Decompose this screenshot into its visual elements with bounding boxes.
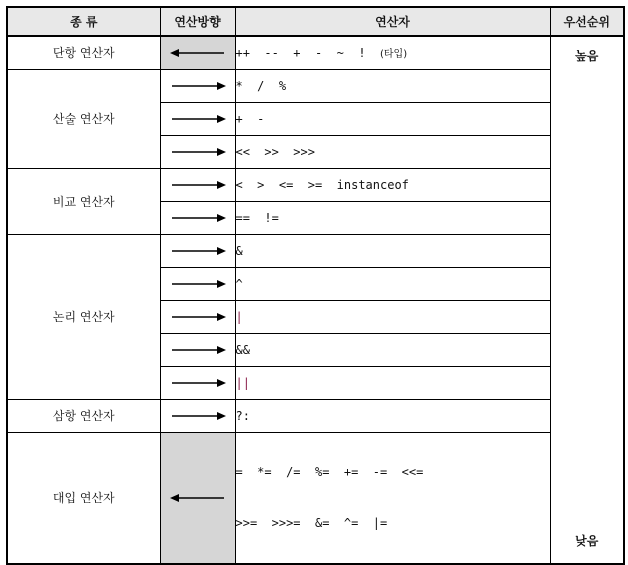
- direction-left-arrow-icon: [160, 432, 235, 564]
- header-type: 종 류: [7, 7, 160, 36]
- direction-right-arrow-icon: [160, 168, 235, 201]
- direction-right-arrow-icon: [160, 366, 235, 399]
- category-comparison: 비교 연산자: [7, 168, 160, 234]
- operators-assignment: [235, 432, 550, 564]
- header-direction: 연산방향: [160, 7, 235, 36]
- operators-text: |: [235, 309, 243, 324]
- direction-right-arrow-icon: [160, 267, 235, 300]
- operators-bitwise-or: [235, 300, 550, 333]
- category-logical: 논리 연산자: [7, 234, 160, 399]
- direction-right-arrow-icon: [160, 333, 235, 366]
- direction-right-arrow-icon: [160, 69, 235, 102]
- direction-right-arrow-icon: [160, 399, 235, 432]
- operators-assignment-line1: = *= /= %= += -= <<=: [235, 464, 424, 479]
- operators-relational: < > <= >= instanceof: [235, 168, 550, 201]
- priority-low: 낮음: [575, 533, 599, 548]
- direction-right-arrow-icon: [160, 300, 235, 333]
- category-unary: 단항 연산자: [7, 36, 160, 69]
- direction-right-arrow-icon: [160, 135, 235, 168]
- cast-operator: (타입): [380, 49, 408, 61]
- operators-text: ||: [235, 375, 250, 390]
- operator-precedence-table: [6, 6, 625, 565]
- operators-ternary: ?:: [235, 399, 550, 432]
- category-assignment: 대입 연산자: [7, 432, 160, 564]
- operators-additive: + -: [235, 102, 550, 135]
- category-ternary: 삼항 연산자: [7, 399, 160, 432]
- operators-logical-or: [235, 366, 550, 399]
- header-operators: 연산자: [235, 7, 550, 36]
- operators-shift: << >> >>>: [235, 135, 550, 168]
- direction-right-arrow-icon: [160, 201, 235, 234]
- direction-right-arrow-icon: [160, 234, 235, 267]
- operators-logical-and: &&: [235, 333, 550, 366]
- operators-text: ++ -- + - ~ !: [235, 46, 366, 61]
- operators-equality: == !=: [235, 201, 550, 234]
- priority-column: [550, 36, 624, 564]
- operators-unary: [235, 36, 550, 69]
- priority-high: 높음: [575, 49, 599, 63]
- direction-right-arrow-icon: [160, 102, 235, 135]
- header-priority: 우선순위: [550, 7, 624, 36]
- operators-multiplicative: * / %: [235, 69, 550, 102]
- operators-assignment-line2: >>= >>>= &= ^= |=: [235, 515, 388, 530]
- category-arithmetic: 산술 연산자: [7, 69, 160, 168]
- operators-bitwise-and: &: [235, 234, 550, 267]
- direction-left-arrow-icon: [160, 36, 235, 69]
- operators-bitwise-xor: ^: [235, 267, 550, 300]
